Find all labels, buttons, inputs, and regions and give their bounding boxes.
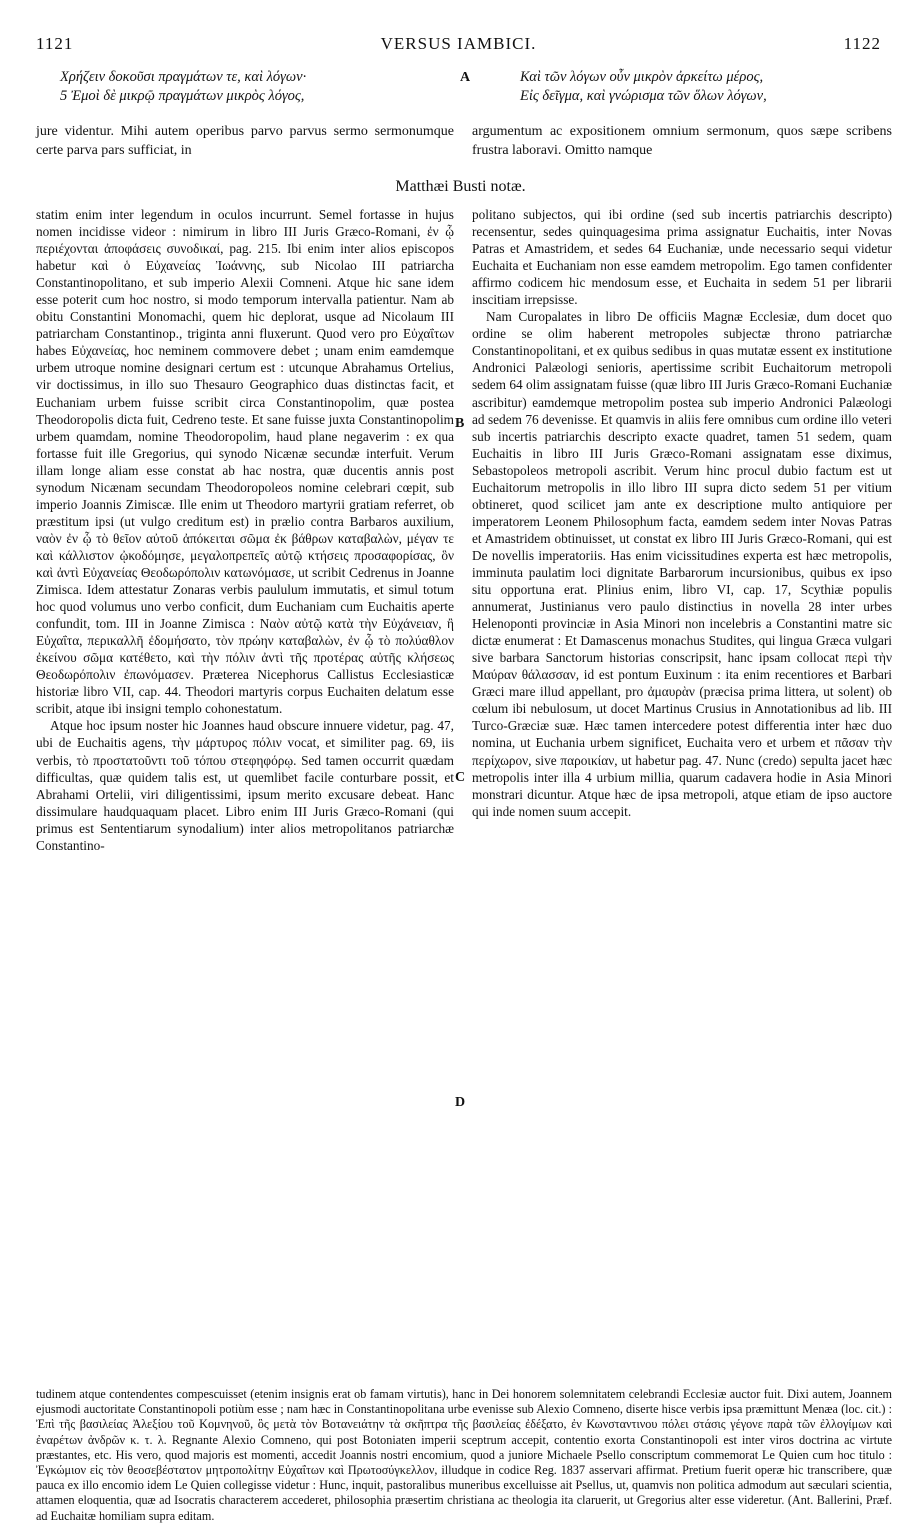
verse-line: Καὶ τῶν λόγων οὖν μικρὸν ἀρκείτω μέρος, xyxy=(520,69,764,85)
paragraph: statim enim inter legendum in oculos incurrunt. Semel fortasse in hujus nomen incidisse videor : nimirum in libro III Juris Græco-Romani, ἐν ᾧ περιέχονται ἀποφάσεις συνοδικαί, pag. 215. Ibi enim inter alios episcopos habetur καὶ ὁ Εὐχανείας Ἰωάννης, sub Nicolao III patriarcha Constantinopolitano, et sub imperio Alexii Comneni. Atque hic sane idem esse poterit cum hoc nostro, si modo temporum intervalla patientur. Nam ab obitu Constantini Monomachi, quem hic deplorat, usque ad Nicolaum III patriarcham Constantinop., triginta anni fluxerunt. Quod vero pro Εὐχαΐτων habes Εὐχανείας, hoc neminem commovere debet ; unam enim eamdemque urbem utroque nomine designari certum est : utcunque Abrahamus Ortelius, vir doctissimus, in illo suo Thesauro Geographico duas distinctas facit, et Euchaniam urbem fuisse scribit circa Constantinopolim, quæ postea Theodoropolis dicta fuit, Cedreno teste. Et sane fuisse juxta Constantinopolim urbem quamdam, nomine Theodoropolim, haud plane negaverim : ex qua fortasse fuit ille Gregorius, qui synodo Nicænæ secundæ interfuit. Verum illam longe aliam esse constat ab hac nostra, quæ ducentis annis post synodum Nicænam secundam Theodoropoleos nomine celebrari cœpit, sub imperio Joannis Zimiscæ. Ille enim ut Theodoro martyrii gratiam referret, ob præstitum ipsi (ut vulgo creditum est) in prælio contra Barbaros auxilium, ναὸν ἐν ᾧ τὸ θεῖον αὐτοῦ ἀπόκειται σῶμα ἐκ βάθρων καταβαλὼν, μέγαν τε καὶ κάλλιστον ᾠκοδόμησε, μεγαλοπρεπεῖς αὐτῷ κτήσεις προσαφορίσας, ὃν καὶ ἀντὶ Εὐχανείας Θεοδωρόπολιν κατωνόμασε, ut scribit Cedrenus in Joanne Zimisca. Idem attestatur Zonaras verbis paululum immutatis, et simul totum hoc quod volumus uno verbo conficit, dum Euchaniam cum Euchaitis aperte confundit, tom. III in Joanne Zimisca : Ναὸν αὐτῷ κατὰ τὴν Εὐχάνειαν, ἢ Εὐχαΐτα, περικαλλῆ ἐδομήσατο, τὸν πρώην καταβαλὼν, ἐν ᾧ τὸ πολύαθλον ἐκείνου σῶμα κατέθετο, καὶ τὴν πόλιν ἀντὶ τῆς προτέρας αὐτῆς κλήσεως Θεοδωρόπολιν ἐπωνόμασεν. Præterea Nicephorus Callistus Ecclesiasticæ historiæ libro VII, cap. 44. Theodori martyris corpus Euchaiten delatum esse scribit, atque ibi insigni templo cohonestatum. xyxy=(36,207,454,717)
paragraph: Atque hoc ipsum noster hic Joannes haud obscure innuere videtur, pag. 47, ubi de Euchaitis agens, τὴν μάρτυρος πόλιν vocat, et similiter pag. 69, iis verbis, τὸ προστατοῦντι τοῦ τόπου στεφηφόρῳ. Sed tamen occurrit quædam difficultas, quæ quidem talis est, ut quemlibet facile conturbare possit, et Abrahami Ortelii, viri diligentissimi, ipsum merito excusare debeat. Hanc dissimulare haudquaquam placet. Libro enim III Juris Græco-Romani (qui primus est Sententiarum synodalium) inter alios metropolitanos patriarchæ Constantino- xyxy=(36,718,454,853)
notes-column-right xyxy=(472,206,892,820)
page-number-right: 1122 xyxy=(843,34,881,53)
margin-marker-b: B xyxy=(455,416,465,431)
verse-line: 5 Ἐμοὶ δὲ μικρῷ πραγμάτων μικρὸς λόγος, xyxy=(60,88,305,104)
margin-marker-d: D xyxy=(455,1095,466,1110)
notes-column-left xyxy=(36,206,454,854)
page-number-left: 1121 xyxy=(36,34,74,53)
verse-line: Εἰς δεῖγμα, καὶ γνώρισμα τῶν ὅλων λόγων, xyxy=(520,88,767,104)
latin-translation-left: jure videntur. Mihi autem operibus parvo parvus sermo sermonumque certe parva pars sufficiat, in xyxy=(36,124,454,158)
running-header xyxy=(36,34,881,56)
running-title: VERSUS IAMBICI. xyxy=(380,34,537,53)
margin-marker-c: C xyxy=(455,770,466,785)
verse-greek-left xyxy=(60,68,460,106)
verse-line: Χρήζειν δοκοῦσι πραγμάτων τε, καὶ λόγων· xyxy=(60,69,307,85)
paragraph: Nam Curopalates in libro De officiis Magnæ Ecclesiæ, dum docet quo ordine se olim haberent metropoles subjectæ throno patriarchæ Constantinopolitani, et ex quibus sedibus in quas mutatæ essent ex institutione Andronici Palæologi senioris, apertissime scribit Euchaitorum metropoli sedem 64 olim assignatam fuisse (quæ libro III Juris Græco-Romani Euchaniæ ascribitur) eamdemque metropolim postea sub imperio Andronici Palæologi ad sedem 76 devenisse. Et quamvis in aliis fere omnibus cum ordine illo veteri sub incertis patriarchis descripto exacte quadret, tamen 51 sedem, quam Euchaitis in libro III Juris Græco-Romani assignatam esse diximus, Sebastopoleos metropoli ascribit. Verum hinc procul dubio factum est ut Euchaitorum metropolis in illo libro III supra dicto sedem 51 per vitium obtineret, quod scilicet jam ante ex descriptione multo antiquiore per imperatorem Leonem Philosophum facta, eamdem sedem inter Novas Patras et Amastridem obtinuisset, ut constat ex libro III Juris Græco-Romani, qui est De novellis imperatoriis. Has enim vicissitudines experta est hæc metropolis, imminuta paulatim loci dignitate Barbarorum incursionibus, quibus ex ipso situ opportuna erat. Plinius enim, libro VI, cap. 17, Scythiæ populis annumerat, Justinianus vero paulo distinctius in novella 28 inter urbes Helenoponti provinciæ in Asia Minori non incelebris a Constantini matre sic dictæ enumerat : Et Damascenus monachus Studites, qui lingua Græca vulgari sive barbara Sanctorum historias conscripsit, hanc ipsam collocat περὶ τὴν Μαύραν θάλασσαν, id est pontum Euxinum : ita enim recentiores et Barbari Græci mare illud appellant, pro ἀμαυρὰν (præcisa prima littera, ut solent) ob cœlum ibi nebulosum, ut docet Martinus Crusius in Annotationibus ad lib. III Turco-Græciæ suæ. Hæc tamen intercedere potest differentia inter hæc duo nomina, ut Euchania urbem significet, Euchaita vero et urbem et πᾶσαν τὴν περίχωρον, sive παροικίαν, ut habetur pag. 47. Nunc (credo) sepulta jacet hæc metropolis inter illa 4 urbium millia, quarum cadavera hodie in Asia Minori monstrari dicuntur. Atque hæc de ipsa metropoli, atque etiam de ipso auctore qui inde nomen suum accepit. xyxy=(472,309,892,819)
footnote-text: tudinem atque contendentes compescuisset (etenim insignis erat ob famam virtutis), hanc in Dei honorem solemnitatem celebrandi Ecclesiæ auctor fuit. Dixi autem, Joannem ejusmodi auctoritate Constantinopoli potiùm esse ; nam hæc in Constantinopolitana urbe evenisse sub Alexio Comneno, diserte hisce verbis ipsa præmittunt Menæa (loc. cit.) : Ἐπὶ τῆς βασιλείας Ἀλεξίου τοῦ Κομνηνοῦ, ὃς μετὰ τὸν Βοτανειάτην τὰ σκῆπτρα τῆς βασιλείας ἐδέξατο, ἐν Κωνσταντινου πόλει στάσις γέγονε παρὰ τῶν ἐλλογίμων καὶ ἐναρέτων ἀνδρῶν κ. τ. λ. Regnante Alexio Comneno, qui post Botoniaten imperii sceptrum accepit, contentio exorta Constantinopoli est inter viros doctrina ac virtute præstantes, etc. His vero, quod majoris est momenti, accedit Joannis nostri encomium, quod a juniore Michaele Psello conscriptum commemorat Le Quien cum hoc titulo : Ἐγκώμιον εἰς τὸν θεοσεβέστατον μητροπολίτην Εὐχαΐτων καὶ Πρωτοσύγκελλον, illudque in codice Reg. 1837 asservari affirmat. Pretium fuerit operæ hic transcribere, quæ pauca ex illo encomio idem Le Quien collegisse videtur : Hunc, inquit, pastoralibus muneribus excelluisse ait Psellus, ut, quamvis non politica admodum aut sæculari scientia, attamen eloquentia, quæ ad Isocratis characterem accederet, philosophia præsertim christiana ac theologia ita claruerit, ut Gregorius alter esse videretur. (Ant. Ballerini, Præf. ad Euchaitæ homiliam supra editam. xyxy=(36,1387,892,1523)
latin-translation-right: argumentum ac expositionem omnium sermonum, quos sæpe scribens frustra laboravi. Omitto namque xyxy=(472,124,892,158)
paragraph: politano subjectos, qui ibi ordine (sed sub incertis patriarchis descripto) recensentur, sedes quinquagesima prima assignatur Euchaitis, inter Novas Patras et Amastridem, et sedes 64 Euchaniæ, unde necessario sequi videtur Euchaita et Euchaniam non esse eamdem metropolim. Ego tamen confidenter affirmo codicem hic mendosum esse, et Euchaita in sedem 51 per librarii inscitiam irrepsisse. xyxy=(472,207,892,308)
notes-heading: Matthæi Busti notæ. xyxy=(395,178,526,195)
footnote xyxy=(36,1387,892,1524)
verse-greek-right xyxy=(520,68,900,106)
margin-marker-a: A xyxy=(460,70,471,85)
